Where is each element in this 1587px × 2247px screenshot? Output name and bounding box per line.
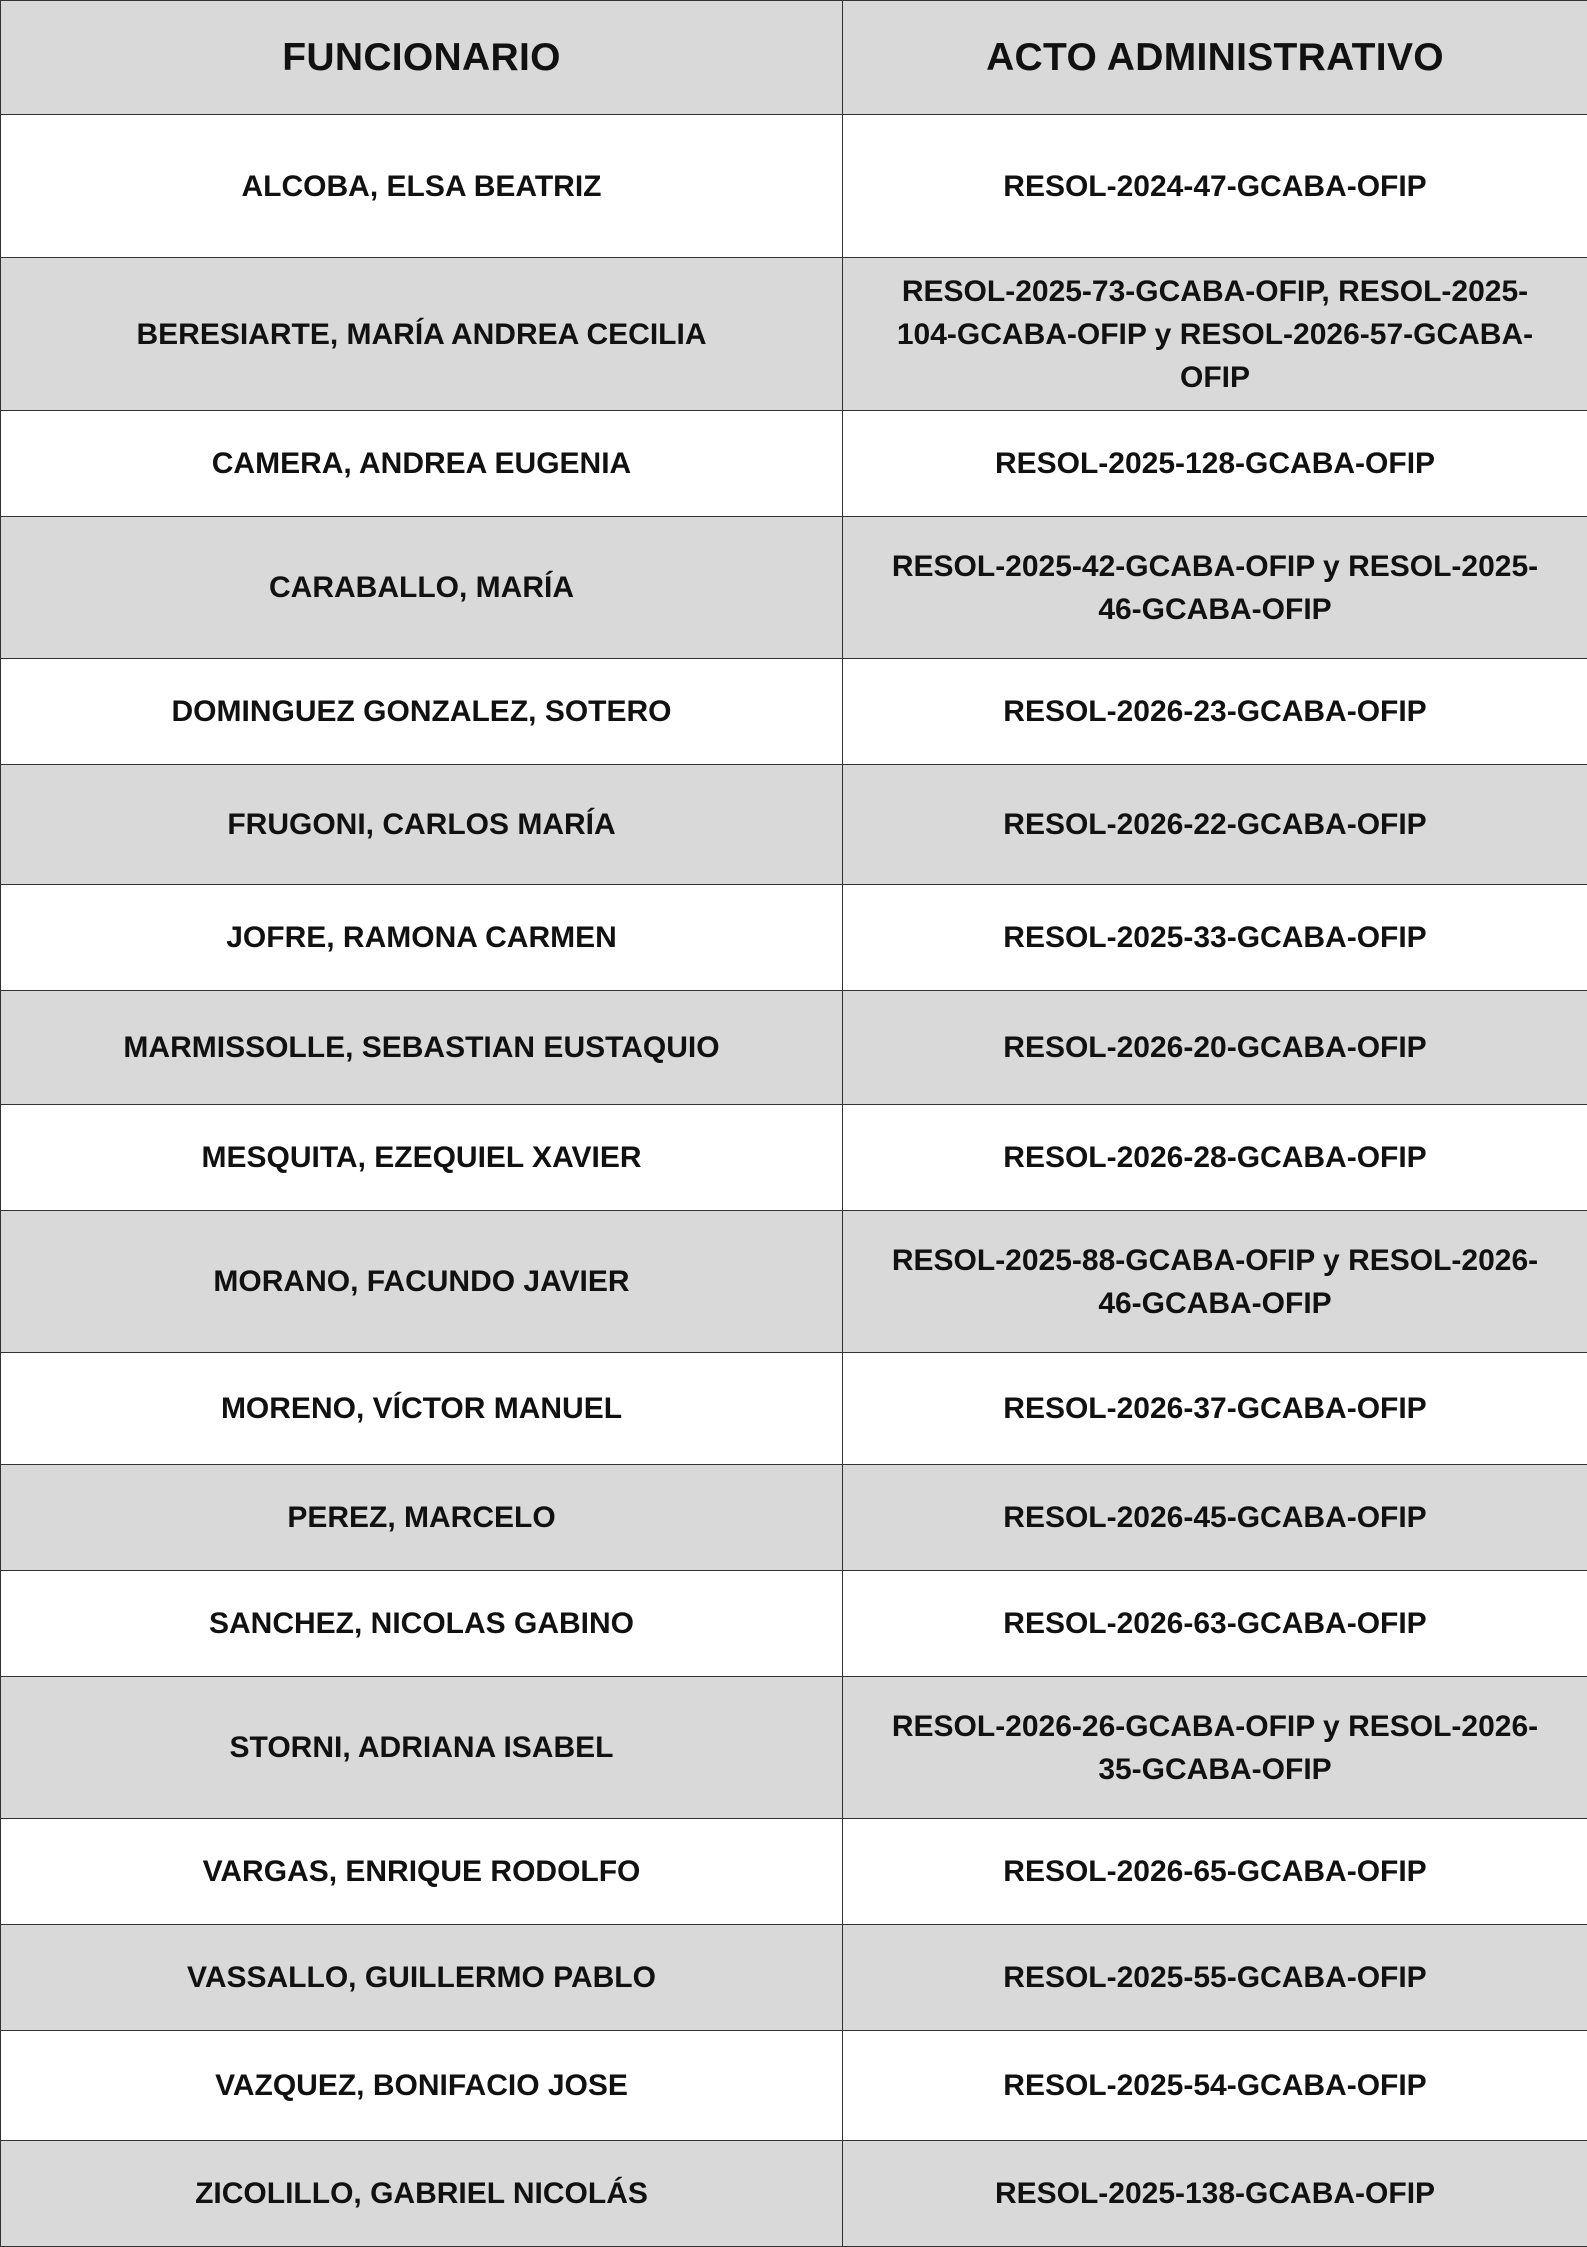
cell-acto: RESOL-2026-45-GCABA-OFIP [843,1465,1587,1571]
cell-funcionario: MESQUITA, EZEQUIEL XAVIER [1,1105,843,1211]
cell-acto: RESOL-2026-65-GCABA-OFIP [843,1819,1587,1925]
cell-acto: RESOL-2026-63-GCABA-OFIP [843,1571,1587,1677]
table-body [1,115,1587,2247]
header-funcionario: FUNCIONARIO [1,1,843,115]
cell-funcionario: MARMISSOLLE, SEBASTIAN EUSTAQUIO [1,991,843,1105]
cell-acto: RESOL-2025-55-GCABA-OFIP [843,1925,1587,2031]
cell-funcionario: SANCHEZ, NICOLAS GABINO [1,1571,843,1677]
table-row [1,885,1587,991]
cell-funcionario: VARGAS, ENRIQUE RODOLFO [1,1819,843,1925]
cell-funcionario: CAMERA, ANDREA EUGENIA [1,411,843,517]
cell-acto: RESOL-2026-37-GCABA-OFIP [843,1353,1587,1465]
table-row [1,1925,1587,2031]
table-row [1,765,1587,885]
cell-acto: RESOL-2025-88-GCABA-OFIP y RESOL-2026-46-GCABA-OFIP [843,1211,1587,1353]
cell-funcionario: STORNI, ADRIANA ISABEL [1,1677,843,1819]
header-row [1,1,1587,115]
cell-acto: RESOL-2025-73-GCABA-OFIP, RESOL-2025-104-GCABA-OFIP y RESOL-2026-57-GCABA-OFIP [843,258,1587,411]
cell-acto: RESOL-2024-47-GCABA-OFIP [843,115,1587,258]
table-row [1,991,1587,1105]
table-row [1,1211,1587,1353]
cell-acto: RESOL-2026-22-GCABA-OFIP [843,765,1587,885]
cell-acto: RESOL-2026-28-GCABA-OFIP [843,1105,1587,1211]
cell-funcionario: ALCOBA, ELSA BEATRIZ [1,115,843,258]
cell-funcionario: VAZQUEZ, BONIFACIO JOSE [1,2031,843,2141]
table-row [1,1465,1587,1571]
cell-acto: RESOL-2025-54-GCABA-OFIP [843,2031,1587,2141]
cell-acto: RESOL-2026-26-GCABA-OFIP y RESOL-2026-35-GCABA-OFIP [843,1677,1587,1819]
table-row [1,1353,1587,1465]
cell-acto: RESOL-2025-138-GCABA-OFIP [843,2141,1587,2247]
cell-acto: RESOL-2026-20-GCABA-OFIP [843,991,1587,1105]
cell-funcionario: BERESIARTE, MARÍA ANDREA CECILIA [1,258,843,411]
table-row [1,517,1587,659]
cell-acto: RESOL-2025-128-GCABA-OFIP [843,411,1587,517]
table-row [1,115,1587,258]
cell-funcionario: ZICOLILLO, GABRIEL NICOLÁS [1,2141,843,2247]
header-acto-administrativo: ACTO ADMINISTRATIVO [843,1,1587,115]
cell-funcionario: FRUGONI, CARLOS MARÍA [1,765,843,885]
table-row [1,1677,1587,1819]
table-row [1,1105,1587,1211]
cell-funcionario: CARABALLO, MARÍA [1,517,843,659]
table-row [1,1571,1587,1677]
cell-acto: RESOL-2026-23-GCABA-OFIP [843,659,1587,765]
table-row [1,2031,1587,2141]
cell-funcionario: PEREZ, MARCELO [1,1465,843,1571]
table-row [1,411,1587,517]
cell-funcionario: JOFRE, RAMONA CARMEN [1,885,843,991]
cell-acto: RESOL-2025-42-GCABA-OFIP y RESOL-2025-46-GCABA-OFIP [843,517,1587,659]
table-row [1,2141,1587,2247]
table-row [1,258,1587,411]
cell-funcionario: MORENO, VÍCTOR MANUEL [1,1353,843,1465]
cell-funcionario: MORANO, FACUNDO JAVIER [1,1211,843,1353]
table-row [1,659,1587,765]
cell-funcionario: DOMINGUEZ GONZALEZ, SOTERO [1,659,843,765]
table-row [1,1819,1587,1925]
table-header [1,1,1587,115]
cell-funcionario: VASSALLO, GUILLERMO PABLO [1,1925,843,2031]
cell-acto: RESOL-2025-33-GCABA-OFIP [843,885,1587,991]
